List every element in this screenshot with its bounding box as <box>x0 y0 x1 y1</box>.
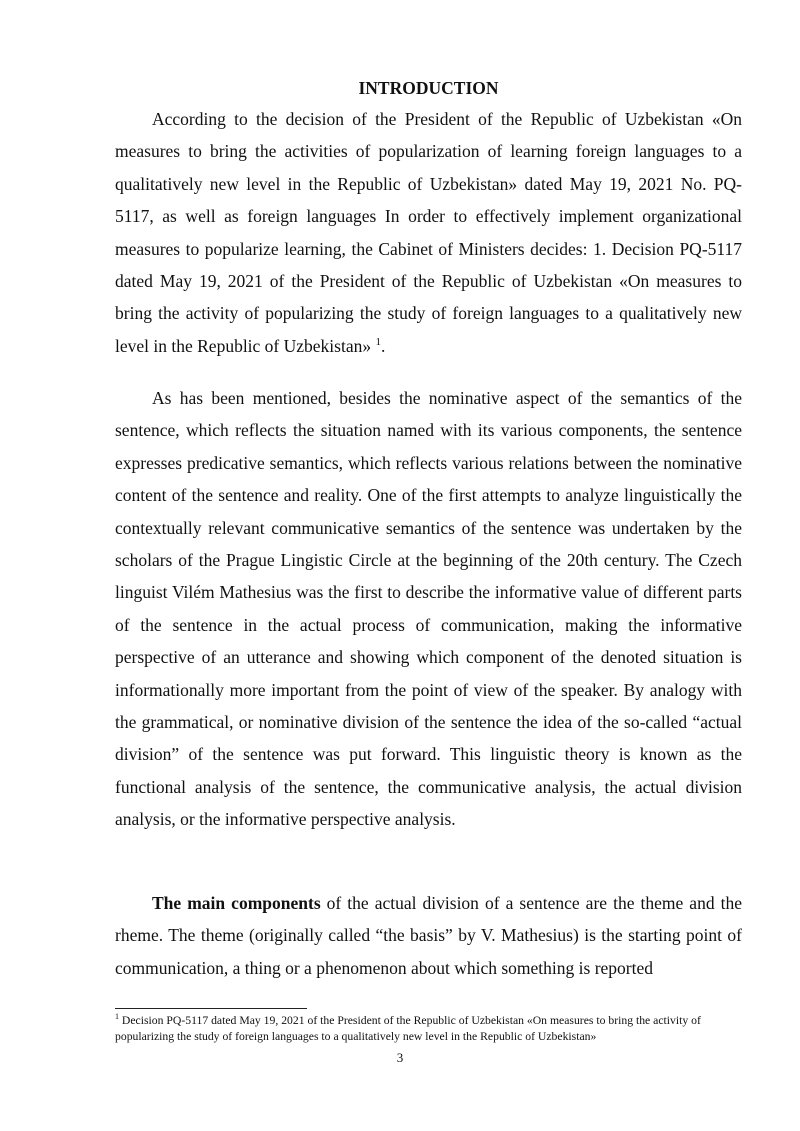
footnote-reference[interactable]: 1 <box>375 336 381 349</box>
footnote <box>115 1013 742 1045</box>
paragraph-main-components-text: of the actual division of a sentence are the theme and the rheme. The theme (originally called “the basis” by V. Mathesius) is the starting point of communication, a thing or a phenomenon about which something is reported <box>115 893 742 978</box>
footnote-separator <box>115 1008 307 1009</box>
paragraph-decision-text: According to the decision of the President of the Republic of Uzbekistan «On measures to bring the activities of popularization of learning foreign languages to a qualitatively new level in the Republic of Uzbekistan» dated May 19, 2021 No. PQ-5117, as well as foreign languages In order to effectively implement organizational measures to popularize learning, the Cabinet of Ministers decides: 1. Decision PQ-5117 dated May 19, 2021 of the President of the Republic of Uzbekistan «On measures to bring the activity of popularizing the study of foreign languages to a qualitatively new level in the Republic of Uzbekistan» <box>115 109 742 356</box>
section-heading: INTRODUCTION <box>358 78 499 98</box>
paragraph-decision <box>115 103 742 362</box>
footnote-text: Decision PQ-5117 dated May 19, 2021 of the President of the Republic of Uzbekistan «On measures to bring the activity of popularizing the study of foreign languages to a qualitatively new level in the Republic of Uzbekistan» <box>115 1014 701 1043</box>
bold-lead-phrase: The main components <box>152 893 321 913</box>
paragraph-actual-division: As has been mentioned, besides the nominative aspect of the semantics of the sentence, which reflects the situation named with its various components, the sentence expresses predicative semantics, which reflects various relations between the nominative content of the sentence and reality. One of the first attempts to analyze linguistically the contextually relevant communicative semantics of the sentence was undertaken by the scholars of the Prague Lingistic Circle at the beginning of the 20th century. The Czech linguist Vilém Mathesius was the first to describe the informative value of different parts of the sentence in the actual process of communication, making the informative perspective of an utterance and showing which component of the denoted situation is informationally more important from the point of view of the speaker. By analogy with the grammatical, or nominative division of the sentence the idea of the so-called “actual division” of the sentence was put forward. This linguistic theory is known as the functional analysis of the sentence, the communicative analysis, the actual division analysis, or the informative perspective analysis. <box>115 388 742 830</box>
footnote-number: 1 <box>115 1012 119 1022</box>
paragraph-decision-end: . <box>380 335 386 356</box>
paragraph-main-components <box>115 887 742 984</box>
page-number: 3 <box>396 1050 404 1065</box>
